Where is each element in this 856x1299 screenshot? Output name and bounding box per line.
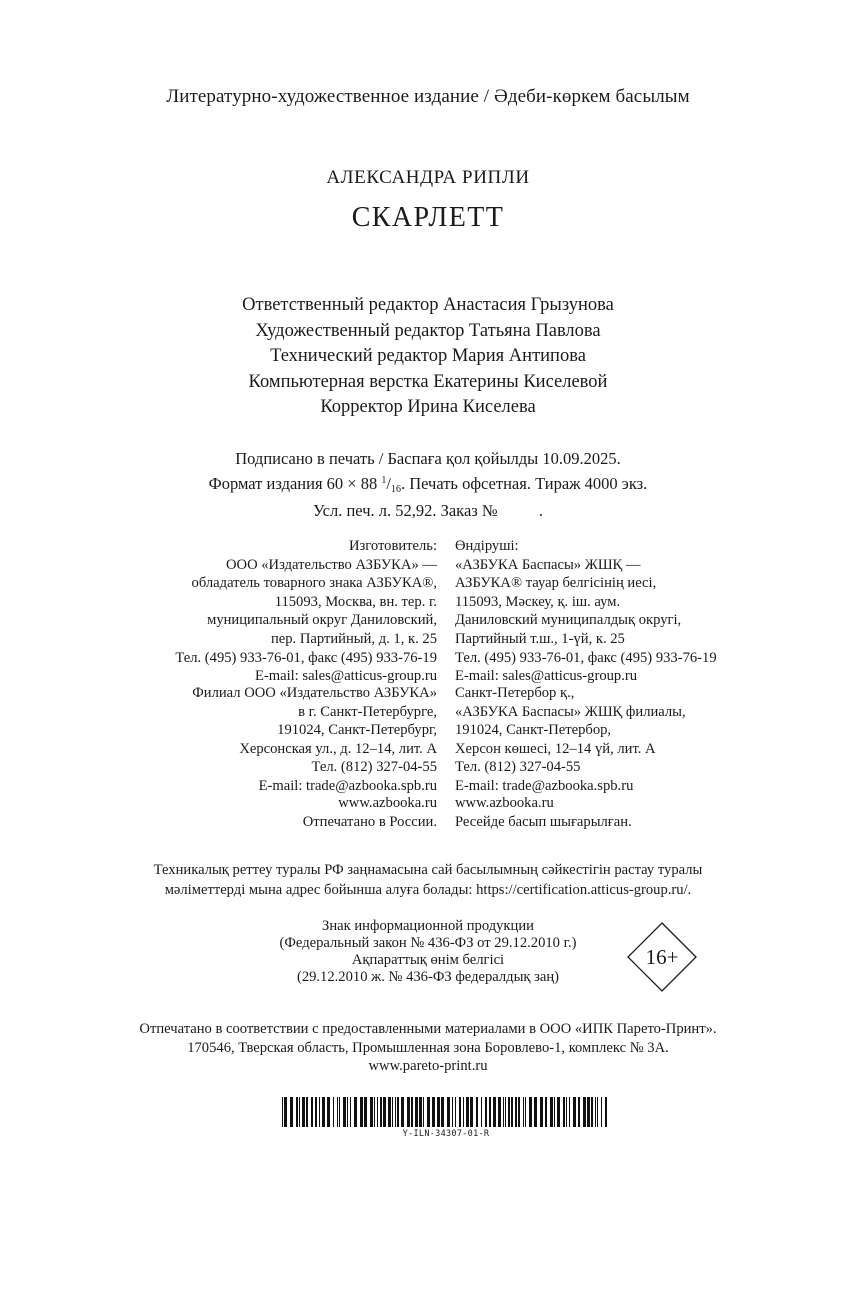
- manufacturer-kz-line: АЗБУКА® тауар белгісінің иесі,: [455, 575, 657, 592]
- printed-in-russia-ru: Отпечатано в России.: [302, 813, 437, 830]
- printer-website: www.pareto-print.ru: [368, 1058, 488, 1075]
- barcode-bar: [360, 1097, 363, 1127]
- credit-line: Компьютерная верстка Екатерины Киселевой: [248, 371, 608, 392]
- branch-ru-line: Херсонская ул., д. 12–14, лит. А: [239, 740, 437, 757]
- book-title: СКАРЛЕТТ: [351, 202, 505, 233]
- barcode-bar: [296, 1097, 298, 1127]
- barcode-bar: [441, 1097, 444, 1127]
- barcode-bar: [605, 1097, 607, 1127]
- barcode-bar: [333, 1097, 334, 1127]
- barcode-bar: [411, 1097, 413, 1127]
- info-sign-block: [240, 918, 616, 986]
- barcode-bar: [377, 1097, 378, 1127]
- barcode-bars: [282, 1097, 610, 1127]
- website-ru: www.azbooka.ru: [338, 795, 437, 811]
- manufacturer-ru-line: Тел. (495) 933-76-01, факс (495) 933-76-19: [175, 649, 437, 666]
- credit-line: Ответственный редактор Анастасия Грызунова: [242, 295, 614, 315]
- barcode-bar: [423, 1097, 424, 1127]
- branch-ru-line: Тел. (812) 327-04-55: [311, 759, 437, 776]
- format-fraction: [381, 474, 401, 493]
- barcode-bar: [591, 1097, 593, 1127]
- tech-regulation-line: Техникалық реттеу туралы РФ заңнамасына сай басылымның сәйкестігін растау туралы: [153, 862, 703, 878]
- format-slash: /: [386, 473, 391, 493]
- format-denominator: 16: [390, 483, 401, 495]
- branch-ru-email: E-mail: trade@azbooka.spb.ru: [258, 777, 437, 794]
- barcode-bar: [578, 1097, 580, 1127]
- barcode-bar: [282, 1097, 283, 1127]
- barcode-bar: [383, 1097, 386, 1127]
- barcode-bar: [515, 1097, 517, 1127]
- barcode-bar: [505, 1097, 506, 1127]
- barcode-bar: [485, 1097, 487, 1127]
- format-numerator: 1: [381, 474, 387, 486]
- branch-kz-line: Тел. (812) 327-04-55: [455, 759, 581, 776]
- footer-kz: [455, 794, 632, 831]
- barcode-bar: [470, 1097, 473, 1127]
- age-rating-text: 16+: [645, 945, 679, 969]
- barcode-bar: [432, 1097, 435, 1127]
- printer-line: Отпечатано в соответствии с предоставленными материалами в ООО «ИПК Парето-Принт».: [139, 1021, 717, 1037]
- website-kz: www.azbooka.ru: [455, 795, 554, 811]
- credit-line: Художественный редактор Татьяна Павлова: [255, 320, 601, 341]
- printer-address: 170546, Тверская область, Промышленная зона Боровлево-1, комплекс № 3А.: [187, 1039, 669, 1056]
- barcode-bar: [459, 1097, 461, 1127]
- print-format-line: [0, 470, 856, 501]
- barcode-bar: [597, 1097, 598, 1127]
- barcode-bar: [415, 1097, 418, 1127]
- barcode-bar: [573, 1097, 576, 1127]
- barcode-bar: [569, 1097, 570, 1127]
- barcode-bar: [557, 1097, 560, 1127]
- barcode-bar: [481, 1097, 482, 1127]
- barcode-bar: [343, 1097, 346, 1127]
- barcode-bar: [370, 1097, 373, 1127]
- branch-kz-line: Санкт-Петербор қ.,: [455, 685, 575, 701]
- print-signed-line: Подписано в печать / Баспаға қол қойылды 10.09.2025.: [235, 449, 621, 468]
- barcode-bar: [587, 1097, 590, 1127]
- print-sheets-line: Усл. печ. л. 52,92. Заказ № .: [312, 501, 544, 520]
- barcode-bar: [534, 1097, 537, 1127]
- barcode-bar: [401, 1097, 404, 1127]
- manufacturer-kz-line: «АЗБУКА Баспасы» ЖШҚ —: [455, 556, 641, 573]
- barcode-bar: [540, 1097, 543, 1127]
- manufacturer-ru-line: ООО «Издательство АЗБУКА» —: [225, 556, 437, 573]
- barcode-bar: [311, 1097, 313, 1127]
- barcode-bar: [550, 1097, 553, 1127]
- footer-ru: [303, 794, 437, 831]
- print-info-block: [0, 448, 856, 522]
- info-sign-line: Ақпараттық өнім белгісі: [351, 952, 505, 968]
- barcode-bar: [463, 1097, 464, 1127]
- barcode-bar: [397, 1097, 399, 1127]
- barcode-bar: [306, 1097, 308, 1127]
- info-sign-line: (Федеральный закон № 436-ФЗ от 29.12.2010 г.): [279, 935, 577, 951]
- barcode-caption: Y-ILN-34307-01-R: [402, 1129, 490, 1139]
- branch-ru-line: в г. Санкт-Петербурге,: [298, 703, 437, 720]
- tech-regulation-note: [0, 861, 856, 900]
- barcode-bar: [523, 1097, 524, 1127]
- barcode-bar: [563, 1097, 565, 1127]
- barcode-bar: [452, 1097, 453, 1127]
- manufacturer-kz-email: E-mail: sales@atticus-group.ru: [455, 668, 638, 685]
- barcode-bar: [455, 1097, 456, 1127]
- branch-ru-line: Филиал ООО «Издательство АЗБУКА»: [192, 685, 437, 701]
- barcode-bar: [350, 1097, 351, 1127]
- barcode-bar: [339, 1097, 340, 1127]
- branch-kz-line: «АЗБУКА Баспасы» ЖШҚ филиалы,: [455, 703, 686, 720]
- barcode-bar: [518, 1097, 520, 1127]
- barcode-bar: [354, 1097, 357, 1127]
- manufacturer-ru: [175, 537, 437, 686]
- branch-kz-email: E-mail: trade@azbooka.spb.ru: [455, 777, 634, 794]
- barcode: [282, 1097, 610, 1127]
- manufacturer-ru-line: пер. Партийный, д. 1, к. 25: [270, 630, 437, 647]
- manufacturer-kz-line: Өндіруші:: [455, 538, 519, 554]
- format-prefix: Формат издания 60 × 88: [208, 473, 382, 493]
- manufacturer-kz-line: 115093, Мәскеу, қ. іш. аум.: [455, 593, 621, 610]
- barcode-bar: [511, 1097, 513, 1127]
- barcode-bar: [299, 1097, 300, 1127]
- barcode-bar: [476, 1097, 478, 1127]
- barcode-bar: [364, 1097, 367, 1127]
- barcode-bar: [419, 1097, 422, 1127]
- credits-block: [0, 293, 856, 421]
- barcode-bar: [284, 1097, 287, 1127]
- genre-line: Литературно-художественное издание / Әдеби-көркем басылым: [166, 86, 690, 107]
- barcode-bar: [392, 1097, 393, 1127]
- manufacturer-kz-line: Тел. (495) 933-76-01, факс (495) 933-76-19: [455, 649, 717, 666]
- printed-in-russia-kz: Ресейде басып шығарылған.: [455, 813, 632, 830]
- branch-kz-line: 191024, Санкт-Петербор,: [455, 722, 612, 739]
- barcode-bar: [545, 1097, 547, 1127]
- credit-line: Корректор Ирина Киселева: [320, 397, 536, 417]
- credit-line: Технический редактор Мария Антипова: [270, 346, 586, 366]
- barcode-bar: [583, 1097, 586, 1127]
- manufacturer-kz-line: Даниловский муниципалдық округі,: [455, 612, 682, 629]
- manufacturer-ru-line: муниципальный округ Даниловский,: [207, 612, 437, 629]
- barcode-bar: [380, 1097, 382, 1127]
- barcode-bar: [466, 1097, 469, 1127]
- barcode-bar: [489, 1097, 491, 1127]
- barcode-bar: [374, 1097, 375, 1127]
- manufacturer-ru-email: E-mail: sales@atticus-group.ru: [254, 668, 437, 685]
- barcode-bar: [347, 1097, 348, 1127]
- barcode-bar: [566, 1097, 567, 1127]
- info-sign-line: (29.12.2010 ж. № 436-ФЗ федералдық заң): [296, 969, 560, 985]
- barcode-bar: [407, 1097, 410, 1127]
- barcode-bar: [554, 1097, 555, 1127]
- barcode-bar: [427, 1097, 430, 1127]
- barcode-bar: [493, 1097, 496, 1127]
- barcode-bar: [447, 1097, 450, 1127]
- barcode-bar: [508, 1097, 510, 1127]
- printer-block: [0, 1020, 856, 1076]
- tech-regulation-line: мәліметтерді мына адрес бойынша алуға болады: https://certification.atticus-group.ru/.: [164, 881, 692, 898]
- diamond-icon: [627, 922, 697, 992]
- barcode-bar: [601, 1097, 602, 1127]
- info-sign-line: Знак информационной продукции: [322, 918, 534, 934]
- barcode-bar: [498, 1097, 501, 1127]
- barcode-bar: [503, 1097, 504, 1127]
- branch-ru: [192, 684, 437, 796]
- barcode-bar: [388, 1097, 391, 1127]
- manufacturer-kz-line: Партийный т.ш., 1-үй, к. 25: [455, 630, 625, 647]
- barcode-bar: [327, 1097, 330, 1127]
- barcode-bar: [337, 1097, 338, 1127]
- branch-ru-line: 191024, Санкт-Петербург,: [277, 722, 437, 739]
- barcode-bar: [319, 1097, 320, 1127]
- branch-kz: [455, 684, 686, 796]
- barcode-bar: [322, 1097, 325, 1127]
- manufacturer-ru-line: Изготовитель:: [348, 538, 437, 554]
- barcode-bar: [529, 1097, 532, 1127]
- barcode-bar: [290, 1097, 293, 1127]
- branch-kz-line: Херсон көшесі, 12–14 үй, лит. А: [455, 740, 656, 757]
- author-name: АЛЕКСАНДРА РИПЛИ: [326, 167, 530, 188]
- barcode-bar: [395, 1097, 396, 1127]
- manufacturer-kz: [455, 537, 717, 686]
- manufacturer-ru-line: 115093, Москва, вн. тер. г.: [274, 593, 437, 610]
- format-suffix: . Печать офсетная. Тираж 4000 экз.: [400, 473, 648, 493]
- barcode-bar: [595, 1097, 596, 1127]
- barcode-bar: [315, 1097, 317, 1127]
- barcode-bar: [437, 1097, 440, 1127]
- barcode-bar: [525, 1097, 526, 1127]
- barcode-bar: [302, 1097, 305, 1127]
- age-rating-badge: [627, 922, 697, 992]
- manufacturer-ru-line: обладатель товарного знака АЗБУКА®,: [191, 575, 437, 592]
